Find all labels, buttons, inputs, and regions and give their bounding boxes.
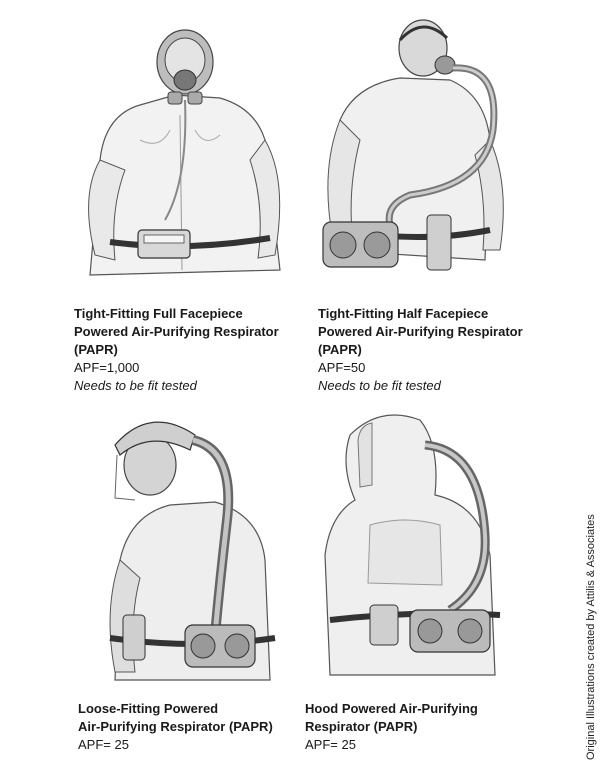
panel-title-line: Respirator (PAPR) xyxy=(305,719,418,734)
caption-hood xyxy=(305,700,535,754)
fit-test-note: Needs to be fit tested xyxy=(74,378,197,393)
caption-full-facepiece xyxy=(74,305,304,395)
panel-title-line: Tight-Fitting Full Facepiece xyxy=(74,306,243,321)
caption-half-facepiece xyxy=(318,305,558,395)
panel-title-line: Powered Air-Purifying Respirator xyxy=(318,324,523,339)
full-facepiece-papr-illustration xyxy=(70,20,300,285)
panel-title-line: Loose-Fitting Powered xyxy=(78,701,219,716)
loose-fitting-papr-illustration xyxy=(95,410,295,690)
apf-value: APF=50 xyxy=(318,360,366,375)
apf-value: APF= 25 xyxy=(305,737,356,752)
panel-title-line: (PAPR) xyxy=(74,342,118,357)
hood-papr-illustration xyxy=(310,405,525,690)
panel-title-line: Tight-Fitting Half Facepiece xyxy=(318,306,489,321)
apf-value: APF=1,000 xyxy=(74,360,140,375)
half-facepiece-papr-illustration xyxy=(315,10,530,285)
panel-title-line: Hood Powered Air-Purifying xyxy=(305,701,478,716)
panel-title-line: Air-Purifying Respirator (PAPR) xyxy=(78,719,273,734)
fit-test-note: Needs to be fit tested xyxy=(318,378,441,393)
caption-loose-fitting xyxy=(78,700,298,754)
panel-title-line: Powered Air-Purifying Respirator xyxy=(74,324,279,339)
panel-title-line: (PAPR) xyxy=(318,342,362,357)
illustration-credit: Original Illustrations created by Attilis & Associates xyxy=(585,514,597,760)
apf-value: APF= 25 xyxy=(78,737,129,752)
